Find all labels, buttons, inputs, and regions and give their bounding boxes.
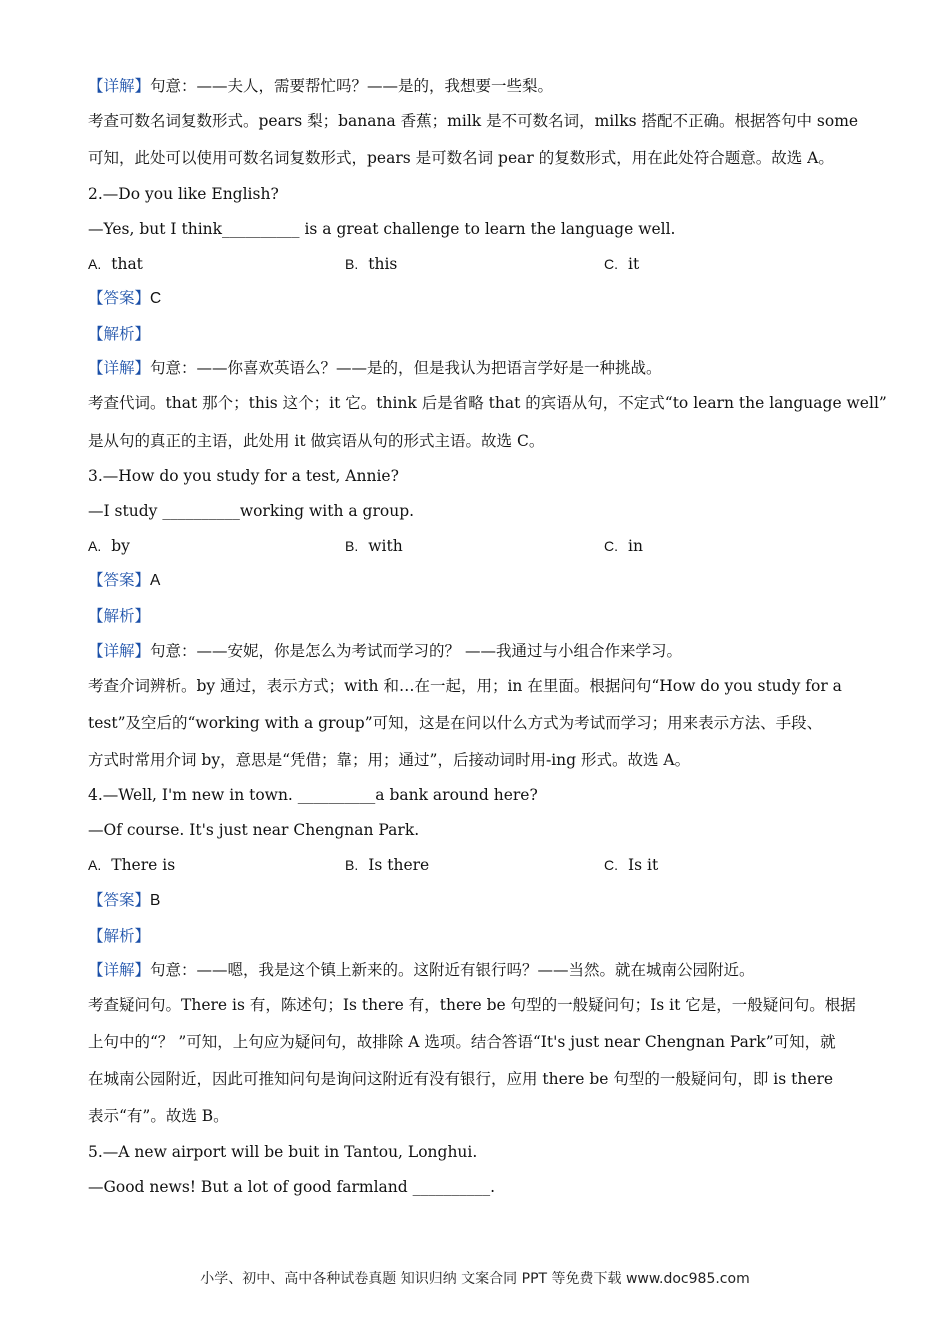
q3-option-a: A. by: [88, 537, 130, 555]
q3-answer: 【答案】A: [88, 571, 161, 589]
q3-detail: 【详解】句意：——安妮，你是怎么为考试而学习的？ ——我通过与小组合作来学习。: [88, 642, 682, 660]
detail-label: 【详解】: [88, 77, 151, 95]
q2-option-b: B. this: [345, 255, 398, 273]
q1-detail: 【详解】句意：——夫人，需要帮忙吗？——是的，我想要一些梨。: [88, 77, 554, 95]
q4-question-line-2: —Of course. It's just near Chengnan Park.: [88, 821, 420, 839]
q4-analysis-label: 【解析】: [88, 927, 151, 945]
q3-explanation-3: 方式时常用介词 by，意思是“凭借；靠；用；通过”，后接动词时用-ing 形式。故选 A。: [88, 751, 691, 769]
q4-answer: 【答案】B: [88, 891, 161, 909]
q2-question-line-1: 2.—Do you like English?: [88, 185, 279, 203]
q2-answer: 【答案】C: [88, 289, 162, 307]
q3-explanation-1: 考查介词辨析。by 通过，表示方式；with 和…在一起，用；in 在里面。根据问句“How do you study for a: [88, 677, 842, 695]
q2-analysis-label: 【解析】: [88, 325, 151, 343]
q1-explanation-2: 可知，此处可以使用可数名词复数形式，pears 是可数名词 pear 的复数形式，用在此处符合题意。故选 A。: [88, 149, 834, 167]
q4-explanation-3: 在城南公园附近，因此可推知问句是询问这附近有没有银行，应用 there be 句型的一般疑问句，即 is there: [88, 1070, 834, 1088]
footer-banner: 小学、初中、高中各种试卷真题 知识归纳 文案合同 PPT 等免费下载 www.doc985.com: [200, 1271, 750, 1287]
q4-option-a: A. There is: [88, 856, 176, 874]
q2-explanation-2: 是从句的真正的主语，此处用 it 做宾语从句的形式主语。故选 C。: [88, 432, 545, 450]
q3-question-line-2: —I study __________working with a group.: [88, 502, 415, 520]
q4-explanation-1: 考查疑问句。There is 有，陈述句；Is there 有，there be 句型的一般疑问句；Is it 它是，一般疑问句。根据: [88, 996, 856, 1014]
q4-explanation-2: 上句中的“？ ”可知，上句应为疑问句，故排除 A 选项。结合答语“It's just near Chengnan Park”可知，就: [88, 1033, 836, 1051]
q4-explanation-4: 表示“有”。故选 B。: [88, 1107, 229, 1125]
q2-explanation-1: 考查代词。that 那个；this 这个；it 它。think 后是省略 that 的宾语从句，不定式“to learn the language well”: [88, 394, 887, 412]
q1-explanation-1: 考查可数名词复数形式。pears 梨；banana 香蕉；milk 是不可数名词，milks 搭配不正确。根据答句中 some: [88, 112, 859, 130]
q5-question-line-2: —Good news! But a lot of good farmland __________.: [88, 1178, 496, 1196]
q3-option-c: C. in: [604, 537, 643, 555]
q4-option-c: C. Is it: [604, 856, 659, 874]
q2-option-a: A. that: [88, 255, 143, 273]
q4-detail: 【详解】句意：——嗯，我是这个镇上新来的。这附近有银行吗？——当然。就在城南公园附近。: [88, 961, 755, 979]
q4-option-b: B. Is there: [345, 856, 430, 874]
q2-question-line-2: —Yes, but I think__________ is a great challenge to learn the language well.: [88, 220, 676, 238]
q2-option-c: C. it: [604, 255, 640, 273]
q3-question-line-1: 3.—How do you study for a test, Annie?: [88, 467, 399, 485]
q3-analysis-label: 【解析】: [88, 607, 151, 625]
q3-option-b: B. with: [345, 537, 403, 555]
q4-question-line-1: 4.—Well, I'm new in town. __________a bank around here?: [88, 786, 538, 804]
q3-explanation-2: test”及空后的“working with a group”可知，这是在问以什么方式为考试而学习；用来表示方法、手段、: [88, 714, 823, 732]
q2-detail: 【详解】句意：——你喜欢英语么？——是的，但是我认为把语言学好是一种挑战。: [88, 359, 662, 377]
q5-question-line-1: 5.—A new airport will be buit in Tantou, Longhui.: [88, 1143, 478, 1161]
